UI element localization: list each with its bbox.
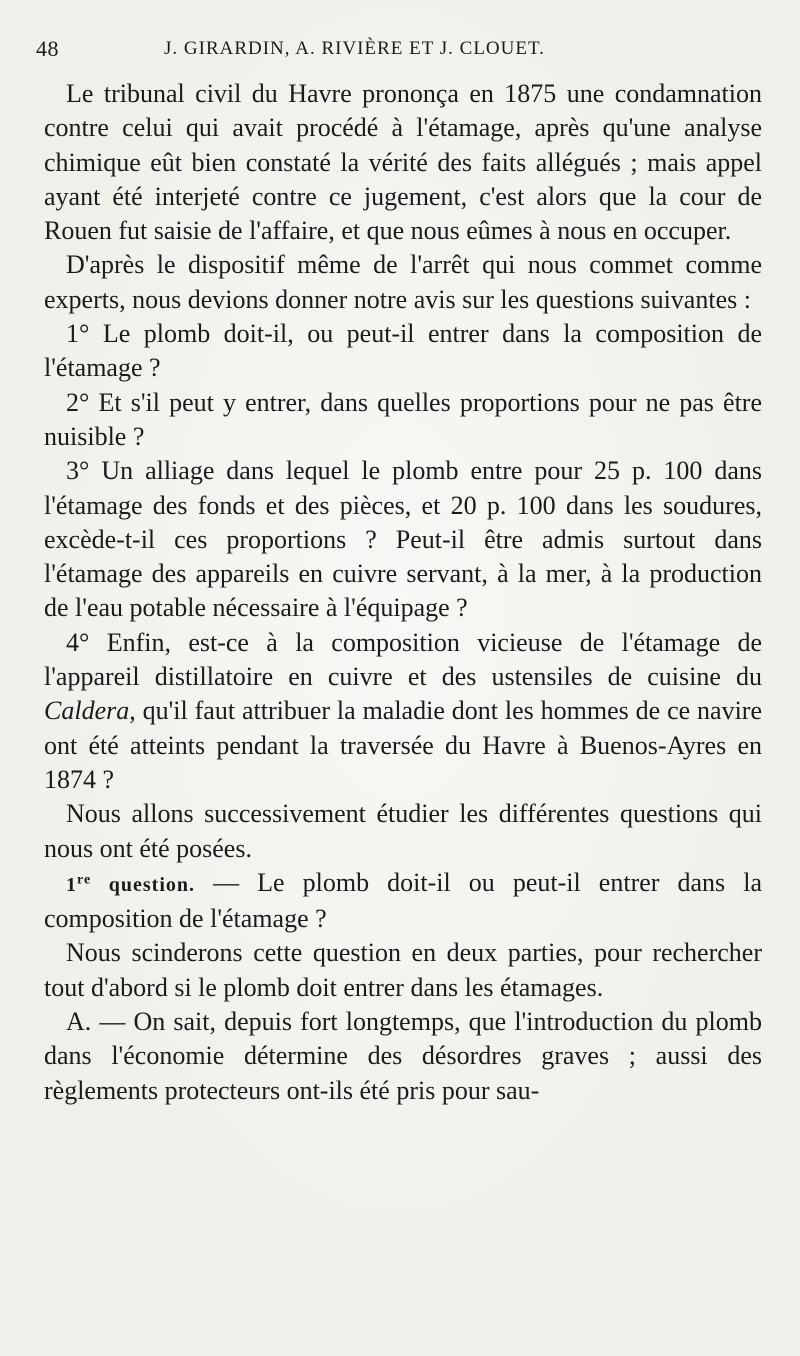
paragraph-questions-intro: D'après le dispositif même de l'arrêt qui nous commet comme experts, nous devions donner notre avis sur les questions suivantes : [44,250,762,314]
question-4-part-2: , qu'il faut attribuer la maladie dont les hommes de ce navire ont été atteints pendant la traversée du Havre à Buenos-Ayres en 1874 ? [44,696,762,794]
question-heading [66,874,195,896]
question-heading-number: 1 [66,873,77,896]
body-text [44,77,762,1108]
question-2: 2° Et s'il peut y entrer, dans quelles proportions pour ne pas être nuisible ? [44,387,762,451]
first-question-text: — Le plomb doit-il ou peut-il entrer dans la composition de l'étamage ? [44,867,762,934]
paragraph-split: Nous scinderons cette question en deux parties, pour rechercher tout d'abord si le plomb doit entrer dans les étamages. [44,938,762,1002]
running-head: J. GIRARDIN, A. RIVIÈRE ET J. CLOUET. [164,38,545,59]
question-4 [44,626,762,797]
section-first-question [44,866,762,937]
question-heading-ordinal: re [77,872,92,888]
question-3: 3° Un alliage dans lequel le plomb entre pour 25 p. 100 dans l'étamage des fonds et des pièces, et 20 p. 100 dans les soudures, excède-t-il ces proportions ? Peut-il être admis surtout dans l'étamage des appareils en cuivre servant, à la mer, à la production de l'eau potable nécessaire à l'équipage ? [44,456,762,623]
paragraph-transition: Nous allons successivement étudier les différentes questions qui nous ont été posées. [44,799,762,863]
paragraph-section-a: A. — On sait, depuis fort longtemps, que l'introduction du plomb dans l'économie détermine des désordres graves ; aussi des règlements protecteurs ont-ils été pris pour sau- [44,1007,762,1105]
paragraph-intro: Le tribunal civil du Havre prononça en 1875 une condamnation contre celui qui avait procédé à l'étamage, après qu'une analyse chimique eût bien constaté la vérité des faits allégués ; mais appel ayant été interjeté contre ce jugement, c'est alors que la cour de Rouen fut saisie de l'affaire, et que nous eûmes à nous en occuper. [44,79,762,246]
ship-name: Caldera [44,696,130,726]
page-number: 48 [36,36,59,61]
question-4-part-1: 4° Enfin, est-ce à la composition vicieuse de l'étamage de l'appareil distillatoire en cuivre et des ustensiles de cuisine du [44,627,762,692]
page-header [36,36,748,68]
question-1: 1° Le plomb doit-il, ou peut-il entrer dans la composition de l'étamage ? [44,319,762,383]
question-heading-label: question. [108,873,196,896]
